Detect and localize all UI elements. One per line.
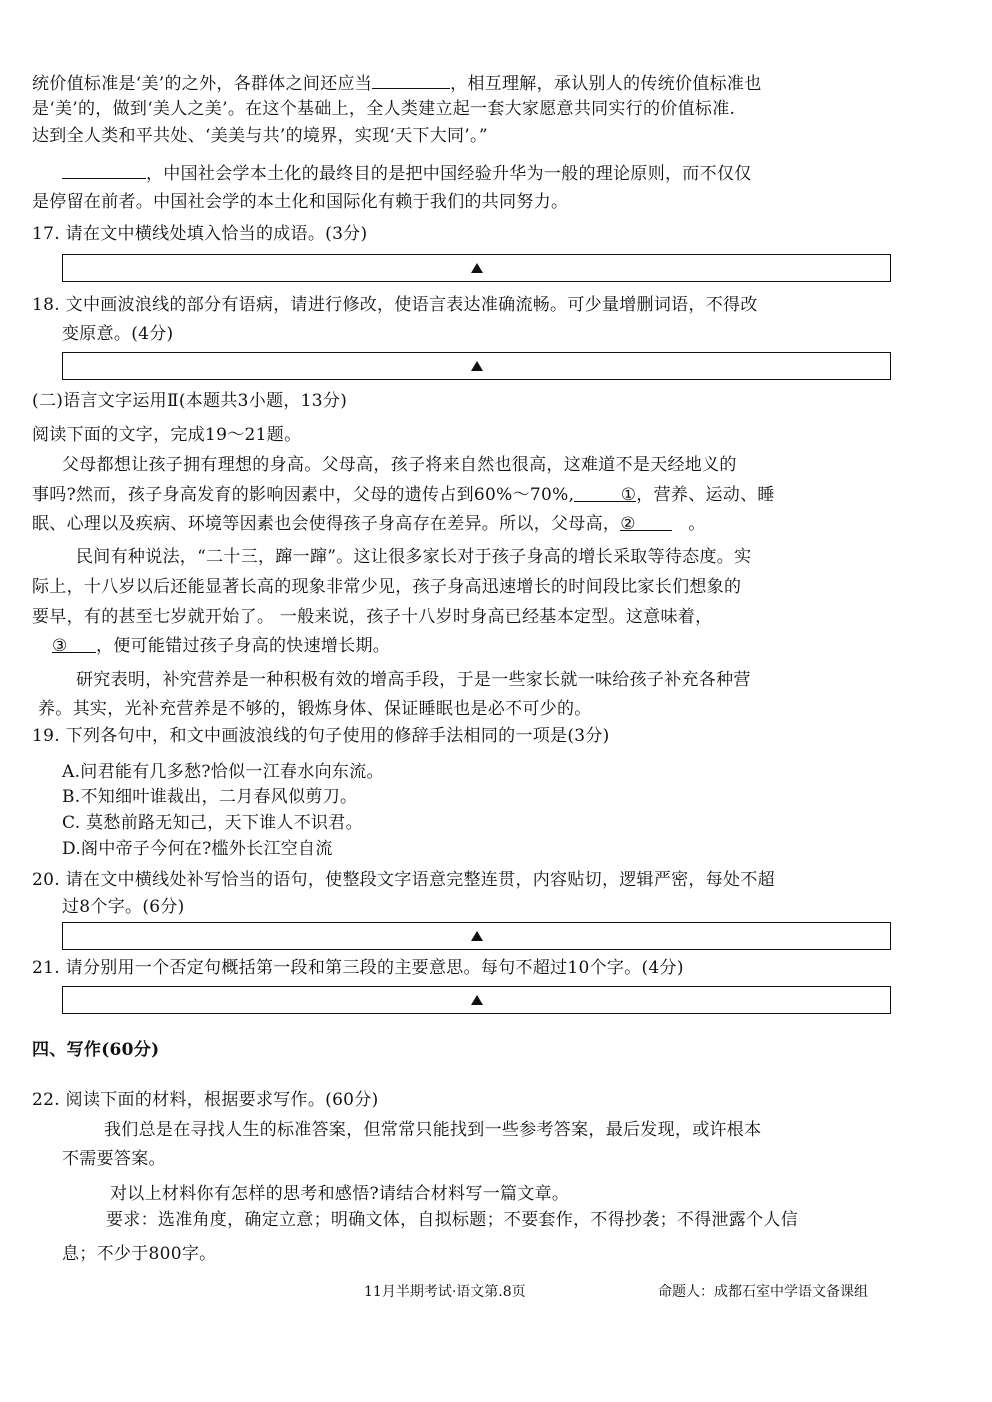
footer-author: 命题人：成都石室中学语文备课组 xyxy=(658,1284,868,1300)
fill-blank-2[interactable] xyxy=(620,512,672,534)
para-top-line-1b: ，相互理解，承认别人的传统价值标准也 xyxy=(450,74,762,94)
triangle-up-icon xyxy=(471,931,483,941)
para-top-line-2: 是‘美’的，做到‘美人之美’。在这个基础上，全人类建立起一套大家愿意共同实行的价值标准. xyxy=(32,99,736,119)
para-two-line-1 xyxy=(62,160,752,186)
fill-blank-3[interactable] xyxy=(52,634,96,656)
blank-3-label: ③ xyxy=(52,636,68,656)
question-21: 21. 请分别用一个否定句概括第一段和第三段的主要意思。每句不超过10个字。(4分) xyxy=(32,958,684,978)
answer-box-20[interactable] xyxy=(62,922,891,950)
prompt-line-1: 对以上材料你有怎样的思考和感悟?请结合材料写一篇文章。 xyxy=(110,1184,570,1204)
para-top-line-1 xyxy=(32,70,762,96)
para-top-line-3: 达到全人类和平共处、‘美美与共’的境界，实现‘天下大同’。” xyxy=(32,126,488,146)
fill-blank-idiom[interactable] xyxy=(372,70,450,89)
material-line-1: 我们总是在寻找人生的标准答案，但常常只能找到一些参考答案，最后发现，或许根本 xyxy=(104,1120,762,1140)
question-19: 19. 下列各句中，和文中画波浪线的句子使用的修辞手法相同的一项是(3分) xyxy=(32,726,610,746)
para-two-line-1-text: ，中国社会学本土化的最终目的是把中国经验升华为一般的理论原则，而不仅仅 xyxy=(146,164,752,184)
fill-blank-1[interactable] xyxy=(574,483,637,505)
passage-p3-line-1: 研究表明，补究营养是一种积极有效的增高手段，于是一些家长就一味给孩子补充各种营 xyxy=(76,670,751,690)
answer-box-18[interactable] xyxy=(62,352,891,380)
passage-p2-line-3: 要早，有的甚至七岁就开始了。 一般来说，孩子十八岁时身高已经基本定型。这意味着， xyxy=(32,607,713,627)
passage-p2-line-4 xyxy=(52,634,390,658)
blank-1-label: ① xyxy=(620,485,637,505)
triangle-up-icon xyxy=(471,995,483,1005)
para-top-line-1a: 统价值标准是‘美’的之外，各群体之间还应当 xyxy=(32,74,373,94)
section-4-title: 四、写作(60分) xyxy=(32,1040,160,1060)
passage-p1-line-2a: 事吗?然而，孩子身高发育的影响因素中，父母的遗传占到60%～70%, xyxy=(32,485,575,505)
question-18-line-2: 变原意。(4分) xyxy=(62,324,174,344)
passage-p1-line-3b: 。 xyxy=(688,514,706,534)
requirement-line-1: 要求：选准角度，确定立意；明确文体，自拟标题；不要套作，不得抄袭；不得泄露个人信 xyxy=(106,1210,798,1230)
requirement-line-2: 息；不少于800字。 xyxy=(62,1244,217,1264)
section-2-instruction: 阅读下面的文字，完成19～21题。 xyxy=(32,425,302,445)
passage-p1-line-2b: ，营养、运动、睡 xyxy=(636,485,775,505)
answer-box-17[interactable] xyxy=(62,254,891,282)
passage-p2-line-1: 民间有种说法，“二十三，蹿一蹿”。这让很多家长对于孩子身高的增长采取等待态度。实 xyxy=(76,547,752,567)
question-20-line-2: 过8个字。(6分) xyxy=(62,897,185,917)
question-22: 22. 阅读下面的材料，根据要求写作。(60分) xyxy=(32,1090,379,1110)
question-17: 17. 请在文中横线处填入恰当的成语。(3分) xyxy=(32,224,368,244)
option-a[interactable]: A.问君能有几多愁?恰似一江春水向东流。 xyxy=(62,762,384,782)
question-18-line-1: 18. 文中画波浪线的部分有语病，请进行修改，使语言表达准确流畅。可少量增删词语，不得改 xyxy=(32,295,758,315)
blank-2-label: ② xyxy=(620,514,636,534)
footer-page-number: 11月半期考试·语文第.8页 xyxy=(364,1284,526,1300)
passage-p3-line-2: 养。其实，光补充营养是不够的，锻炼身体、保证睡眠也是必不可少的。 xyxy=(38,699,592,719)
option-d[interactable]: D.阁中帝子今何在?槛外长江空自流 xyxy=(62,839,333,859)
material-line-2: 不需要答案。 xyxy=(62,1149,166,1169)
passage-p2-line-2: 际上，十八岁以后还能显著长高的现象非常少见，孩子身高迅速增长的时间段比家长们想象的 xyxy=(32,577,742,597)
fill-blank-lead[interactable] xyxy=(62,160,146,179)
passage-p1-line-2 xyxy=(32,483,775,507)
passage-p1-line-3 xyxy=(32,512,706,536)
question-20-line-1: 20. 请在文中横线处补写恰当的语句，使整段文字语意完整连贯，内容贴切，逻辑严密，每处不超 xyxy=(32,870,775,890)
para-two-line-2: 是停留在前者。中国社会学的本土化和国际化有赖于我们的共同努力。 xyxy=(32,192,569,212)
passage-p1-line-3a: 眠、心理以及疾病、环境等因素也会使得孩子身高存在差异。所以，父母高， xyxy=(32,514,621,534)
triangle-up-icon xyxy=(471,361,483,371)
option-b[interactable]: B.不知细叶谁裁出，二月春风似剪刀。 xyxy=(62,787,358,807)
section-2-title: (二)语言文字运用Ⅱ(本题共3小题，13分) xyxy=(32,391,348,411)
triangle-up-icon xyxy=(471,263,483,273)
option-c[interactable]: C. 莫愁前路无知己，天下谁人不识君。 xyxy=(62,813,363,833)
passage-p1-line-1: 父母都想让孩子拥有理想的身高。父母高，孩子将来自然也很高，这难道不是天经地义的 xyxy=(62,455,737,475)
passage-p2-line-4-text: ，便可能错过孩子身高的快速增长期。 xyxy=(96,636,391,656)
answer-box-21[interactable] xyxy=(62,986,891,1014)
